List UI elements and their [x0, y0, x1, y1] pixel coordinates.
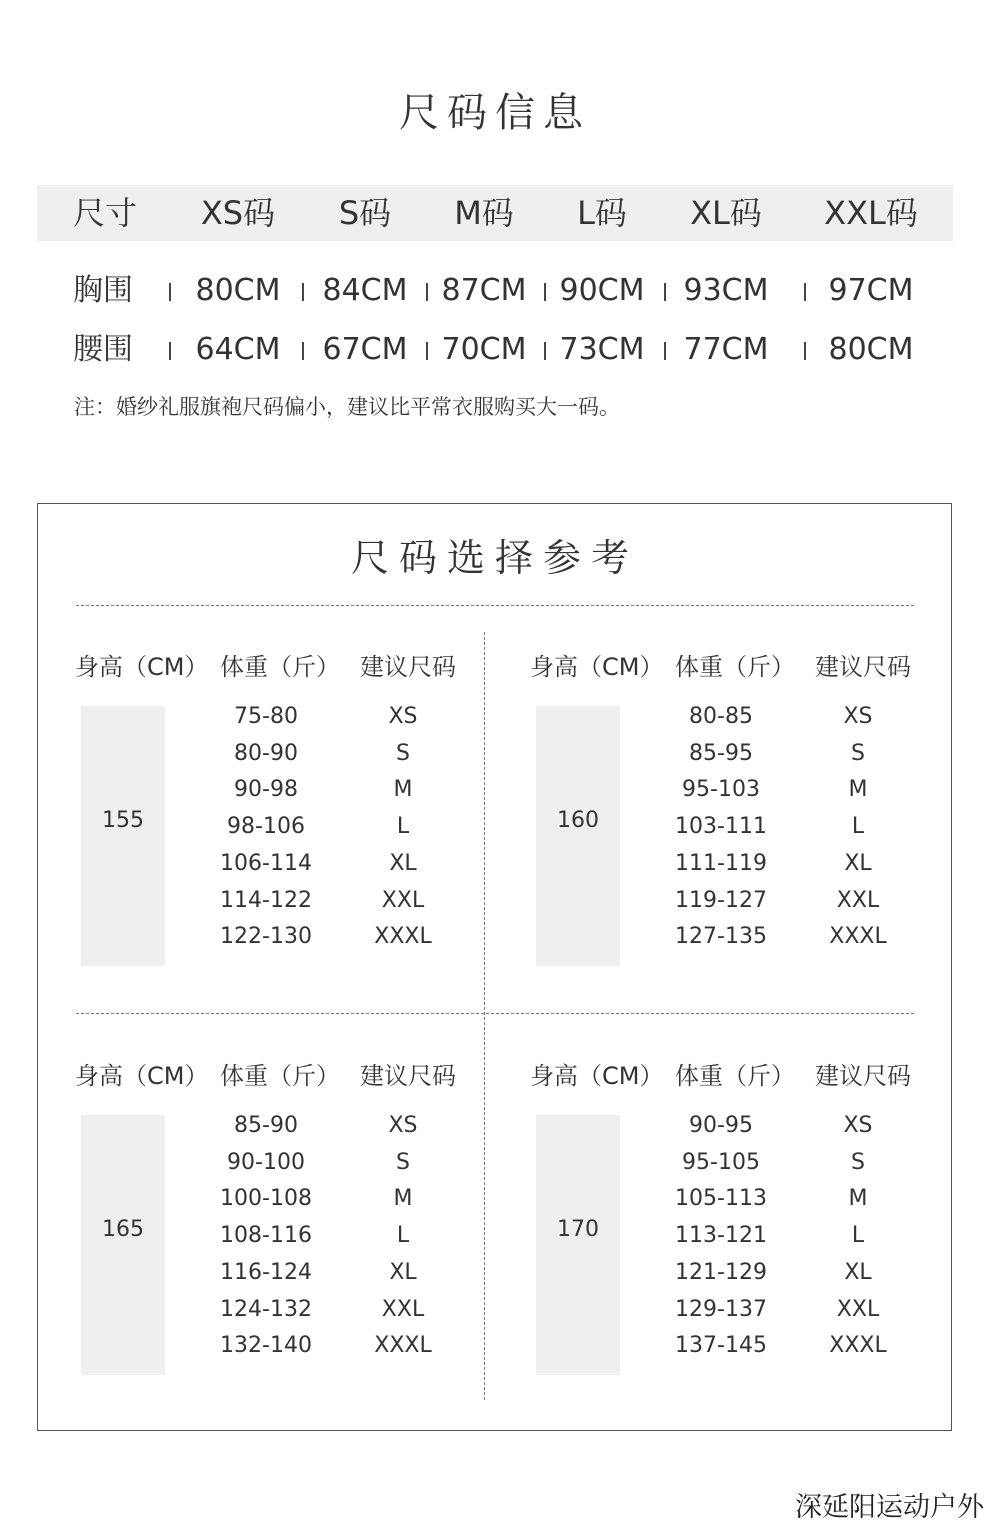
suggested-size: XXXL	[374, 924, 432, 950]
weight-range: 80-90	[234, 740, 298, 766]
suggested-size: S	[851, 1149, 865, 1175]
weight-range: 90-98	[234, 777, 298, 803]
waist-m: 70CM	[441, 332, 527, 367]
weight-range: 85-90	[234, 1113, 298, 1138]
weight-range: 122-130	[220, 924, 312, 950]
header-l: L码	[577, 194, 627, 232]
waist-s: 67CM	[322, 332, 408, 367]
suggested-size: M	[848, 1186, 868, 1212]
col-header-height: 身高（CM）	[530, 1062, 664, 1090]
header-m: M码	[454, 194, 514, 232]
row-label-chest: 胸围	[73, 273, 133, 308]
weight-range: 111-119	[675, 850, 767, 876]
chest-m: 87CM	[441, 273, 527, 308]
suggested-size: XL	[389, 1259, 417, 1285]
height-bar	[536, 706, 620, 966]
waist-xs: 64CM	[195, 332, 281, 367]
suggested-size: XL	[844, 850, 872, 876]
separator	[169, 283, 171, 301]
suggested-size: XXL	[381, 887, 425, 913]
suggested-size: XXL	[381, 1296, 425, 1322]
height-value: 160	[557, 808, 599, 833]
divider-top	[76, 605, 914, 606]
suggested-size: XL	[389, 850, 417, 876]
suggested-size: XS	[843, 704, 873, 729]
weight-range: 108-116	[220, 1223, 312, 1249]
col-header-weight: 体重（斤）	[220, 1062, 340, 1090]
suggested-size: L	[851, 1223, 865, 1249]
suggested-size: S	[851, 740, 865, 766]
col-header-weight: 体重（斤）	[675, 1062, 795, 1090]
suggested-size: XXL	[836, 1296, 880, 1322]
weight-range: 113-121	[675, 1223, 767, 1249]
suggested-size: XL	[844, 1259, 872, 1285]
weight-range: 105-113	[675, 1186, 767, 1212]
height-bar	[81, 706, 165, 966]
suggested-size: S	[396, 1149, 410, 1175]
weight-range: 103-111	[675, 814, 767, 840]
weight-range: 95-105	[682, 1149, 760, 1175]
size-info-title: 尺码信息	[399, 90, 591, 136]
suggested-size: L	[396, 1223, 410, 1249]
weight-range: 80-85	[689, 704, 753, 729]
height-bar	[81, 1115, 165, 1375]
weight-range: 90-95	[689, 1113, 753, 1138]
chest-l: 90CM	[559, 273, 645, 308]
col-header-size: 建议尺码	[360, 1062, 456, 1090]
waist-xxl: 80CM	[828, 332, 914, 367]
waist-xl: 77CM	[683, 332, 769, 367]
header-size-label: 尺寸	[72, 194, 137, 232]
weight-range: 119-127	[675, 887, 767, 913]
header-s: S码	[338, 194, 392, 232]
col-header-weight: 体重（斤）	[675, 653, 795, 681]
weight-range: 114-122	[220, 887, 312, 913]
col-header-weight: 体重（斤）	[220, 653, 340, 681]
header-xs: XS码	[200, 194, 276, 232]
height-value: 155	[102, 808, 144, 833]
waist-l: 73CM	[559, 332, 645, 367]
suggested-size: XS	[388, 704, 418, 729]
header-xxl: XXL码	[824, 194, 918, 232]
weight-range: 121-129	[675, 1259, 767, 1285]
weight-range: 132-140	[220, 1333, 312, 1359]
suggested-size: XS	[843, 1113, 873, 1138]
height-value: 170	[557, 1217, 599, 1242]
chest-xxl: 97CM	[828, 273, 914, 308]
separator	[169, 342, 171, 360]
col-header-height: 身高（CM）	[530, 653, 664, 681]
row-label-waist: 腰围	[73, 332, 133, 367]
weight-range: 129-137	[675, 1296, 767, 1322]
suggested-size: XS	[388, 1113, 418, 1138]
chest-s: 84CM	[322, 273, 408, 308]
divider-vertical	[484, 632, 485, 1400]
suggested-size: M	[848, 777, 868, 803]
size-guide-box	[37, 503, 952, 1431]
weight-range: 90-100	[227, 1149, 305, 1175]
shop-watermark: 深延阳运动户外	[795, 1492, 984, 1523]
weight-range: 100-108	[220, 1186, 312, 1212]
header-xl: XL码	[690, 194, 762, 232]
divider-middle	[76, 1013, 914, 1014]
height-bar	[536, 1115, 620, 1375]
suggested-size: L	[851, 814, 865, 840]
weight-range: 124-132	[220, 1296, 312, 1322]
size-note: 注：婚纱礼服旗袍尺码偏小，建议比平常衣服购买大一码。	[74, 395, 620, 419]
suggested-size: XXXL	[374, 1333, 432, 1359]
weight-range: 137-145	[675, 1333, 767, 1359]
weight-range: 98-106	[227, 814, 305, 840]
chest-xl: 93CM	[683, 273, 769, 308]
suggested-size: XXXL	[829, 924, 887, 950]
chest-xs: 80CM	[195, 273, 281, 308]
suggested-size: M	[393, 777, 413, 803]
suggested-size: S	[396, 740, 410, 766]
col-header-height: 身高（CM）	[75, 653, 209, 681]
suggested-size: M	[393, 1186, 413, 1212]
suggested-size: XXXL	[829, 1333, 887, 1359]
weight-range: 95-103	[682, 777, 760, 803]
weight-range: 127-135	[675, 924, 767, 950]
height-value: 165	[102, 1217, 144, 1242]
col-header-size: 建议尺码	[815, 653, 911, 681]
weight-range: 106-114	[220, 850, 312, 876]
col-header-size: 建议尺码	[815, 1062, 911, 1090]
size-guide-title: 尺码选择参考	[350, 536, 639, 580]
suggested-size: XXL	[836, 887, 880, 913]
col-header-size: 建议尺码	[360, 653, 456, 681]
weight-range: 116-124	[220, 1259, 312, 1285]
weight-range: 75-80	[234, 704, 298, 729]
suggested-size: L	[396, 814, 410, 840]
col-header-height: 身高（CM）	[75, 1062, 209, 1090]
weight-range: 85-95	[689, 740, 753, 766]
